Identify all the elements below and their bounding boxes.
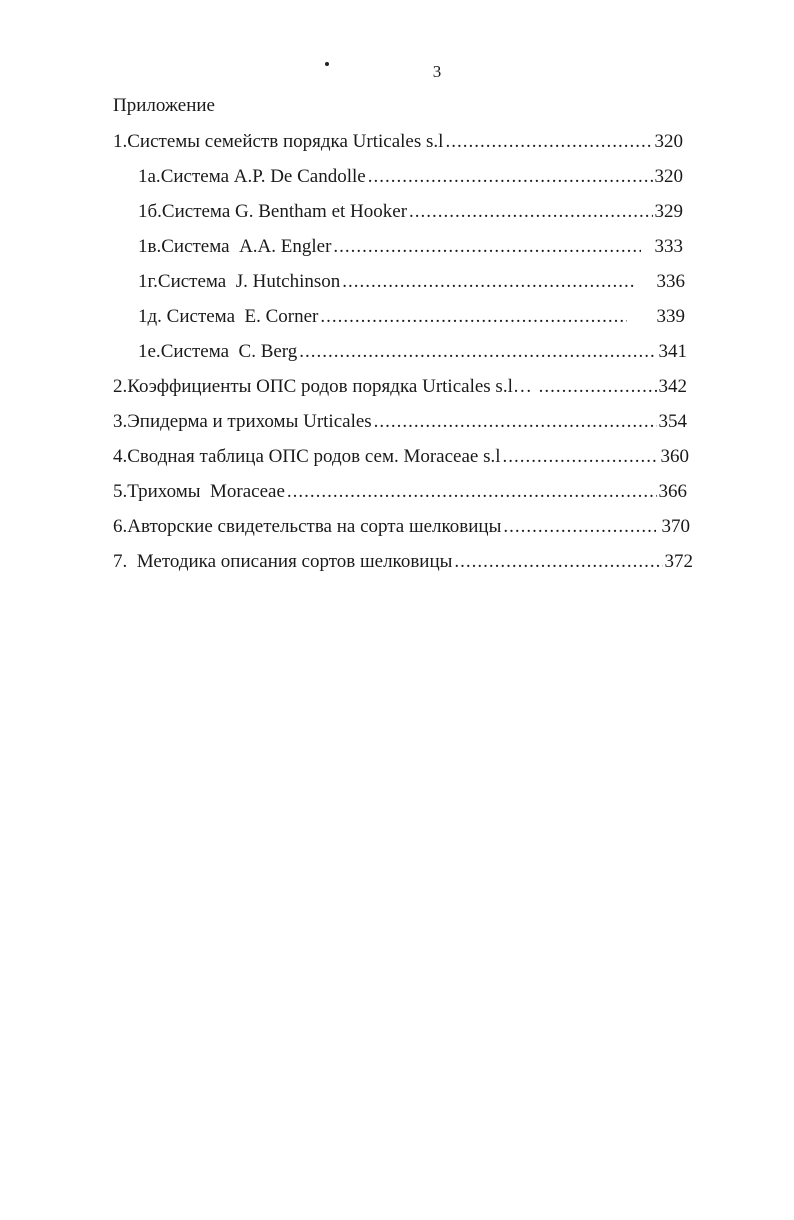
- toc-entry-page: 320: [654, 131, 683, 152]
- toc-entry[interactable]: [113, 131, 683, 157]
- toc-entry-page: 372: [664, 551, 693, 572]
- toc-entry-number: 5.: [113, 481, 128, 502]
- toc-entry-page: 370: [661, 516, 690, 537]
- toc-entry-title: Система A.P. De Candolle: [160, 166, 366, 187]
- toc-entry[interactable]: [113, 516, 690, 542]
- toc-entry-title: Трихомы Moraceae: [127, 481, 285, 502]
- toc-entry-title: Системы семейств порядка Urticales s.l: [127, 131, 444, 152]
- dot-leader: [539, 376, 657, 398]
- toc-entry-page: 342: [658, 376, 687, 397]
- dot-leader: [409, 201, 652, 223]
- toc-entry-title: Сводная таблица ОПС родов сем. Moraceae s.l: [127, 446, 501, 467]
- toc-entry-number: 1в.: [138, 236, 162, 257]
- page-number: 3: [432, 62, 442, 81]
- toc-entry-page: 329: [654, 201, 683, 222]
- dot-leader: [368, 166, 653, 188]
- toc-entry[interactable]: [138, 306, 685, 332]
- toc-entry[interactable]: [113, 481, 687, 507]
- dot-leader: [299, 341, 656, 363]
- toc-entry-page: 336: [656, 271, 685, 292]
- toc-entry-title: Авторские свидетельства на сорта шелковицы: [127, 516, 502, 537]
- dot-leader: [333, 236, 640, 258]
- toc-entry-number: 1д.: [138, 306, 162, 327]
- dot-leader: [374, 411, 657, 433]
- toc-entry-number: 3.: [113, 411, 128, 432]
- toc-entry-page: 341: [658, 341, 687, 362]
- toc-entry[interactable]: [113, 446, 689, 472]
- toc-entry-page: 339: [656, 306, 685, 327]
- toc-entry[interactable]: [138, 236, 683, 262]
- toc-entry-title: Система J. Hutchinson: [157, 271, 341, 292]
- toc-entry-number: 2.: [113, 376, 128, 397]
- toc-entry-title: Система A.A. Engler: [161, 236, 332, 257]
- toc-entry-page: 354: [658, 411, 687, 432]
- dot-leader: [503, 446, 659, 468]
- dot-leader: [342, 271, 634, 293]
- toc-entry-number: 1е.: [138, 341, 161, 362]
- toc-entry[interactable]: [113, 411, 687, 437]
- toc-entry[interactable]: [138, 341, 687, 367]
- dot-leader: [287, 481, 657, 503]
- toc-entry-number: 6.: [113, 516, 128, 537]
- toc-entry-page: 320: [654, 166, 683, 187]
- toc-entry[interactable]: [138, 166, 683, 192]
- toc-entry-number: 1а.: [138, 166, 161, 187]
- dot-leader: [320, 306, 626, 328]
- dot-leader: [454, 551, 662, 573]
- toc-entry-number: 7.: [113, 551, 128, 572]
- dot-leader: [503, 516, 655, 538]
- toc-entry-title: Методика описания сортов шелковицы: [127, 551, 453, 572]
- section-title: Приложение: [113, 95, 215, 116]
- toc-entry[interactable]: [113, 376, 687, 402]
- toc-entry[interactable]: [113, 551, 693, 577]
- toc-entry-number: 4.: [113, 446, 128, 467]
- toc-entry-page: 333: [654, 236, 683, 257]
- toc-entry[interactable]: [138, 271, 685, 297]
- toc-entry-title: Эпидерма и трихомы Urticales: [127, 411, 372, 432]
- toc-entry-number: 1б.: [138, 201, 162, 222]
- toc-entry-page: 360: [660, 446, 689, 467]
- toc-entry[interactable]: [138, 201, 683, 227]
- toc-entry-title: Система E. Corner: [161, 306, 319, 327]
- toc-entry-number: 1.: [113, 131, 128, 152]
- toc-entry-title: Система C. Berg: [160, 341, 298, 362]
- dot-leader: [445, 131, 652, 153]
- toc-entry-page: 366: [658, 481, 687, 502]
- toc-entry-title: Коэффициенты ОПС родов порядка Urticales s.l…: [127, 376, 537, 397]
- toc-entry-title: Система G. Bentham et Hooker: [161, 201, 408, 222]
- toc-entry-number: 1г.: [138, 271, 158, 292]
